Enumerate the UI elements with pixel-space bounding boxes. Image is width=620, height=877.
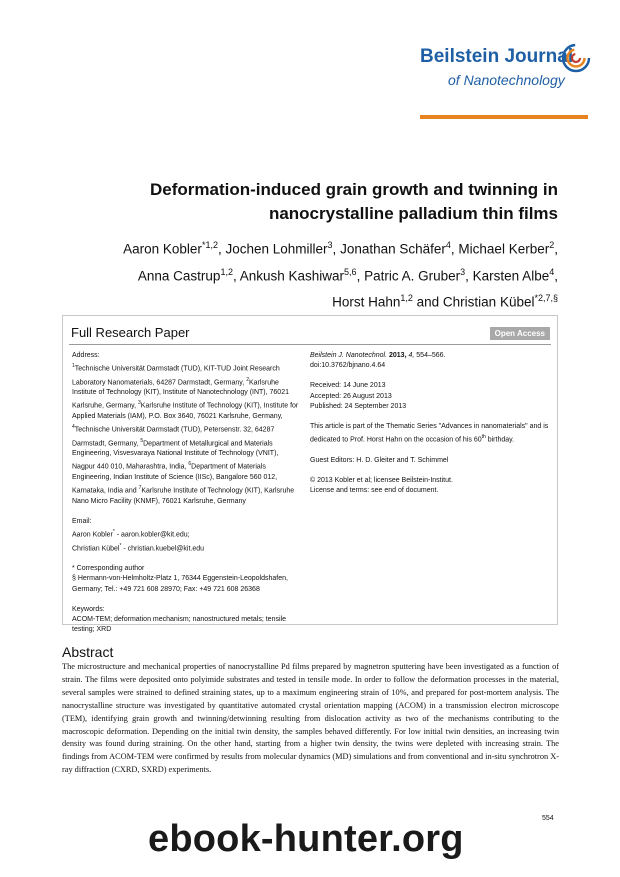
- watermark: ebook-hunter.org: [148, 818, 464, 860]
- author-affiliation: 2: [549, 240, 555, 250]
- author-affiliation: 3: [460, 266, 466, 277]
- section-note: § Hermann-von-Helmholtz-Platz 1, 76344 Eggenstein-Leopoldshafen, Germany; Tel.: +49 721 608 28970; Fax: +49 721 608 26368: [72, 575, 288, 593]
- paper-type: Full Research Paper: [71, 325, 190, 340]
- keywords-label: Keywords:: [72, 605, 105, 613]
- author-name: Jonathan Schäfer: [340, 241, 446, 257]
- author-affiliation: 3: [327, 240, 333, 250]
- journal-subtitle: of Nanotechnology: [448, 72, 565, 88]
- author-list: [38, 234, 558, 314]
- email-address[interactable]: - aaron.kobler@kit.edu;: [114, 531, 190, 539]
- author-name: Anna Castrup: [137, 268, 221, 283]
- abstract-heading: Abstract: [62, 644, 114, 660]
- info-left-column: [72, 351, 300, 635]
- received-date: Received: 14 June 2013: [310, 382, 386, 390]
- author-affiliation: 1,2: [400, 293, 413, 303]
- logo-accent-bar: [420, 115, 588, 119]
- title-line-1: Deformation-induced grain growth and twinning in: [150, 180, 558, 199]
- author-name: Ankush Kashiwar: [239, 268, 345, 283]
- copyright: © 2013 Kobler et al; licensee Beilstein-Institut.: [310, 476, 453, 484]
- keywords: ACOM-TEM; deformation mechanism; nanostructured metals; tensile testing; XRD: [72, 616, 286, 634]
- author-affiliation: *1,2: [201, 240, 218, 250]
- author-name: Christian Kübel: [442, 294, 535, 310]
- guest-editors: Guest Editors: H. D. Gleiter and T. Schimmel: [310, 456, 449, 464]
- license-link[interactable]: License and terms: see end of document.: [310, 487, 439, 495]
- author-affiliation: 5,6: [344, 266, 357, 277]
- journal-swirl-icon: [560, 42, 592, 74]
- address-label: Address:: [72, 352, 100, 359]
- info-right-column: [310, 351, 550, 496]
- author-name: Jochen Lohmiller: [225, 241, 328, 257]
- email-line-1: Aaron Kobler* - aaron.kobler@kit.edu;: [72, 529, 190, 539]
- affiliations: $^1$Technische Universität Darmstadt (TUD), KIT-TUD Joint Research Laboratory Nanomaterials, 64287 Darmstadt, Germany, $^2$Karlsruhe Institute of Technology (KIT), Institute of Nanotechnology (INT), 76021 Karlsruhe, Germany, $^3$Karlsruhe Institute of Technology (KIT), Institute for Applied Materials (IAM), P.O. Box 3640, 76021 Karlsruhe, Germany, $^4$Technische Universität Darmstadt (TUD), Petersenstr. 32, 64287 Darmstadt, Germany, $^5$Department of Metallurgical and Materials Engineering, Visvesvaraya National Institute of Technology (VNIT), Nagpur 440 010, Maharashtra, India, $^6$Department of Materials Engineering, Indian Institute of Science (IISc), Bangalore 560 012, Karnataka, India and $^7$Karlsruhe Institute of Technology (KIT), Karlsruhe Nano Micro Facility (KNMF), 76021 Karlsruhe, Germany: [72, 363, 299, 505]
- author-line-1: Aaron Kobler$^{*1,2}$, Jochen Lohmiller$^3$, Jonathan Schäfer$^4$, Michael Kerber$^2$,: [123, 240, 558, 257]
- journal-logo: [420, 46, 595, 122]
- email-address[interactable]: - christian.kuebel@kit.edu: [121, 545, 205, 552]
- author-name: Aaron Kobler: [123, 241, 202, 257]
- author-line-2: Anna Castrup$^{1,2}$, Ankush Kashiwar$^{5,6}$, Patric A. Gruber$^3$, Karsten Albe$^4$,: [137, 266, 558, 283]
- citation: Beilstein J. Nanotechnol. 2013, 4, 554–566.: [310, 352, 446, 359]
- divider: [69, 344, 551, 345]
- article-title: [78, 178, 558, 226]
- accepted-date: Accepted: 26 August 2013: [310, 392, 392, 400]
- email-label: Email:: [72, 517, 92, 525]
- email-line-2: Christian Kübel* - christian.kuebel@kit.edu: [72, 542, 205, 552]
- series-note: This article is part of the Thematic Series "Advances in nanomaterials" and is dedicated to Prof. Horst Hahn on the occasion of his 60th birthday.: [310, 423, 549, 444]
- journal-name: Beilstein Journal: [420, 46, 574, 67]
- doi-link[interactable]: doi:10.3762/bjnano.4.64: [310, 362, 386, 370]
- published-date: Published: 24 September 2013: [310, 402, 407, 410]
- author-name: Michael Kerber: [458, 241, 550, 257]
- author-affiliation: 4: [445, 240, 451, 250]
- page-number: 554: [542, 815, 554, 822]
- author-affiliation: 4: [549, 266, 555, 277]
- author-name: Patric A. Gruber: [364, 268, 461, 283]
- author-name: Karsten Albe: [472, 268, 550, 283]
- open-access-badge: Open Access: [490, 327, 550, 340]
- author-line-3: Horst Hahn$^{1,2}$ and Christian Kübel$^{*2,7,\S}$: [332, 293, 558, 310]
- author-name: Horst Hahn: [332, 294, 401, 310]
- abstract-text: The microstructure and mechanical properties of nanocrystalline Pd films prepared by magnetron sputtering have been investigated as a function of strain. The films were deposited onto polyimide substrates and tested in tensile mode. In order to follow the deformation processes in the material, several samples were strained to defined straining states, up to a maximum engineering strain of 10%, and prepared for post-mortem analysis. The nanocrystalline structure was investigated by quantitative automated crystal orientation mapping (ACOM) in a transmission electron microscope (TEM), identifying grain growth and twinning/detwinning resulting from dislocation activity as two of the mechanisms contributing to the macroscopic deformation. Depending on the initial twin density, the samples behaved differently. For low initial twin densities, an increasing twin density was found during straining. On the other hand, starting from a higher twin density, the twins were depleted with increasing strain. The findings from ACOM-TEM were confirmed by results from molecular dynamics (MD) simulations and from conventional and in-situ synchrotron X-ray diffraction (CXRD, SXRD) experiments.: [62, 662, 559, 775]
- author-affiliation: 1,2: [220, 266, 233, 277]
- author-affiliation: *2,7,§: [534, 293, 558, 303]
- title-line-2: nanocrystalline palladium thin films: [268, 204, 558, 223]
- article-info-box: [62, 315, 558, 634]
- corresponding-author-note: * Corresponding author: [72, 565, 145, 573]
